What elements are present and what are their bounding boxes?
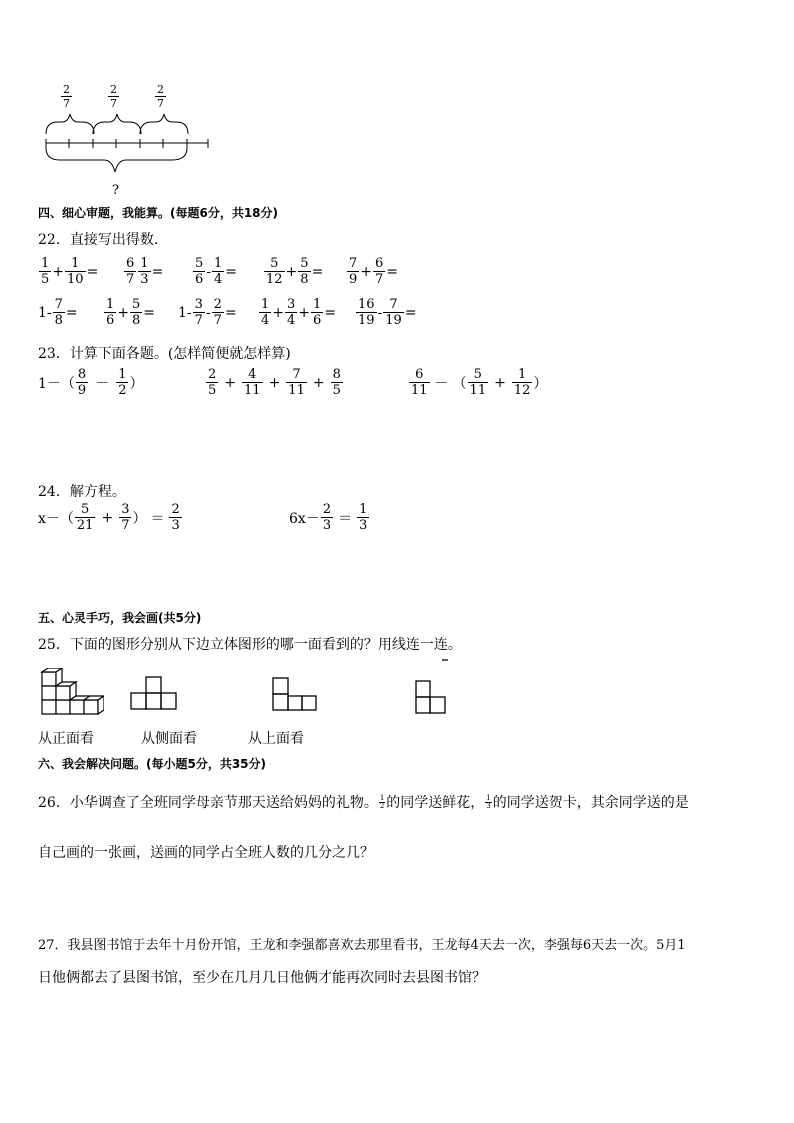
diagram-fraction-3: $\frac{2}{7}$ — [157, 83, 164, 110]
diagram-fraction-2: $\frac{2}{7}$ — [110, 83, 117, 110]
q26-line-1: 26．小华调查了全班同学母亲节那天送给妈妈的礼物。 $\frac{1}{2}$ 的同学送鲜花， $\frac{1}{3}$ 的同学送贺卡，其余同学送的是 — [38, 793, 689, 811]
q22-item-1: $\frac{1}{5}$ + $\frac{1}{10}$ = — [41, 256, 99, 287]
solid-3d-figure — [38, 668, 104, 718]
q22-item-8: 1- $\frac{3}{7}$ - $\frac{2}{7}$ = — [178, 297, 237, 328]
q27-line-2: 日他俩都去了县图书馆，至少在几月几日他俩才能再次同时去县图书馆？ — [38, 970, 486, 986]
q22-item-2: $\frac{6}{7}$ $\frac{1}{3}$ = — [126, 256, 164, 287]
q22-item-6: 1- $\frac{7}{8}$ = — [38, 297, 78, 328]
q23-item-3: $\frac{6}{11}$ － （ $\frac{5}{11}$ + $\frac{1}{12}$ ） — [411, 367, 548, 398]
q22-title: 22．直接写出得数． — [38, 232, 168, 248]
q24-equation-1: x－（ $\frac{5}{21}$ + $\frac{3}{7}$ ） ＝ $\frac{2}{3}$ — [38, 502, 180, 533]
q22-item-10: $\frac{16}{19}$ - $\frac{7}{19}$ = — [358, 297, 417, 328]
q26-line-2: 自己画的一张画，送画的同学占全班人数的几分之几？ — [38, 845, 374, 861]
number-line-svg — [38, 112, 218, 184]
label-front-view: 从正面看 — [38, 731, 94, 747]
view-figure-1 — [130, 676, 178, 710]
section-6-title: 六、我会解决问题。(每小题5分，共35分) — [38, 757, 267, 771]
q22-item-9: $\frac{1}{4}$ + $\frac{3}{4}$ + $\frac{1}{6}$ = — [261, 297, 337, 328]
q26-fraction-half: $\frac{1}{2}$ — [379, 793, 385, 810]
label-top-view: 从上面看 — [248, 731, 304, 747]
view-figure-3 — [414, 658, 450, 716]
q22-item-4: $\frac{5}{12}$ + $\frac{5}{8}$ = — [266, 256, 324, 287]
q23-item-2: $\frac{2}{5}$ + $\frac{4}{11}$ + $\frac{7}{11}$ + $\frac{8}{5}$ — [208, 367, 341, 398]
question-mark: ? — [112, 183, 119, 198]
q27-line-1: 27．我县图书馆于去年十月份开馆，王龙和李强都喜欢去那里看书，王龙每4天去一次，李强每6天去一次。5月1 — [38, 938, 686, 953]
q24-equation-2: 6x－ $\frac{2}{3}$ ＝ $\frac{1}{3}$ — [289, 502, 368, 533]
diagram-fraction-1: $\frac{2}{7}$ — [63, 83, 70, 110]
q22-item-7: $\frac{1}{6}$ + $\frac{5}{8}$ = — [106, 297, 156, 328]
label-side-view: 从侧面看 — [141, 731, 197, 747]
view-figure-2 — [272, 677, 320, 711]
q22-item-3: $\frac{5}{6}$ - $\frac{1}{4}$ = — [195, 256, 238, 287]
q23-title: 23．计算下面各题。(怎样简便就怎样算) — [38, 346, 291, 362]
section-5-title: 五、心灵手巧，我会画(共5分) — [38, 611, 202, 625]
q25-title: 25．下面的图形分别从下边立体图形的哪一面看到的？用线连一连。 — [38, 637, 462, 653]
q26-fraction-third: $\frac{1}{3}$ — [486, 793, 491, 810]
q22-item-5: $\frac{7}{9}$ + $\frac{6}{7}$ = — [349, 256, 399, 287]
q23-item-1: 1－（ $\frac{8}{9}$ － $\frac{1}{2}$ ） — [38, 367, 144, 398]
q24-title: 24．解方程。 — [38, 484, 126, 500]
section-4-title: 四、细心审题，我能算。(每题6分，共18分) — [38, 206, 279, 220]
